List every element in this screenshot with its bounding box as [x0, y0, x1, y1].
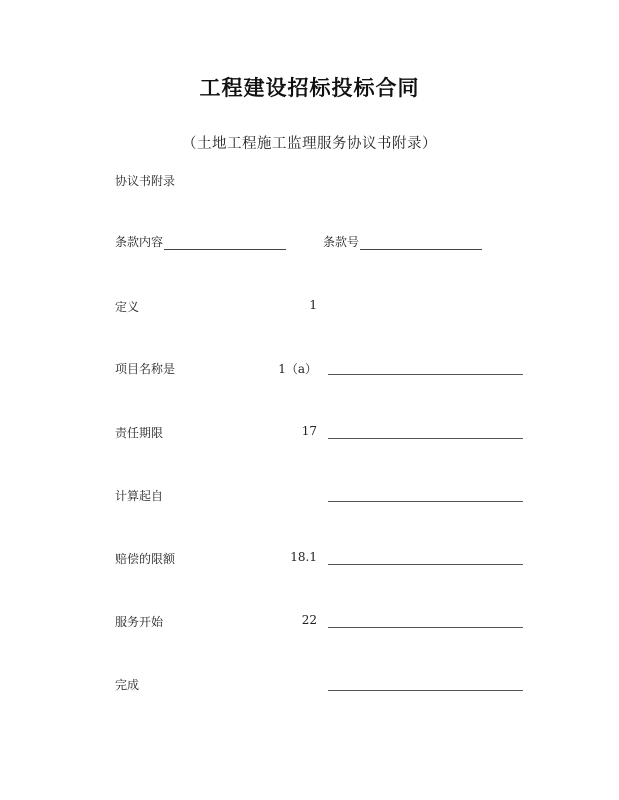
- row-label: 服务开始: [115, 615, 164, 629]
- clause-number-label: 条款号: [323, 235, 360, 249]
- section-label: 协议书附录: [115, 174, 176, 188]
- row-blank-line[interactable]: [328, 564, 523, 565]
- row-label: 定义: [115, 300, 140, 314]
- row-completion: [115, 676, 525, 696]
- row-clause-number: 1（a）: [278, 362, 317, 376]
- row-blank-line[interactable]: [328, 438, 523, 439]
- row-liability-period: [115, 424, 525, 444]
- clause-number-blank[interactable]: [360, 237, 482, 250]
- row-blank-line[interactable]: [328, 627, 523, 628]
- clause-content-label: 条款内容: [115, 235, 164, 249]
- clause-header-row: [115, 233, 482, 250]
- row-label: 完成: [115, 678, 140, 692]
- row-definition: [115, 298, 525, 318]
- row-blank-line[interactable]: [328, 374, 523, 375]
- document-subtitle: （土地工程施工监理服务协议书附录）: [182, 136, 437, 152]
- row-clause-number: 22: [301, 613, 317, 627]
- row-blank-line[interactable]: [328, 501, 523, 502]
- row-label: 赔偿的限额: [115, 552, 176, 566]
- row-clause-number: 1: [309, 298, 317, 312]
- row-service-start: [115, 613, 525, 633]
- row-clause-number: 18.1: [290, 550, 317, 564]
- row-clause-number: 17: [301, 424, 317, 438]
- row-label: 责任期限: [115, 426, 164, 440]
- row-blank-line[interactable]: [328, 690, 523, 691]
- clause-content-blank[interactable]: [164, 237, 286, 250]
- row-compensation-limit: [115, 550, 525, 570]
- row-project-name: [115, 360, 525, 380]
- row-calculated-from: [115, 487, 525, 507]
- row-label: 项目名称是: [115, 362, 176, 376]
- row-label: 计算起自: [115, 489, 164, 503]
- document-title: 工程建设招标投标合同: [199, 76, 420, 100]
